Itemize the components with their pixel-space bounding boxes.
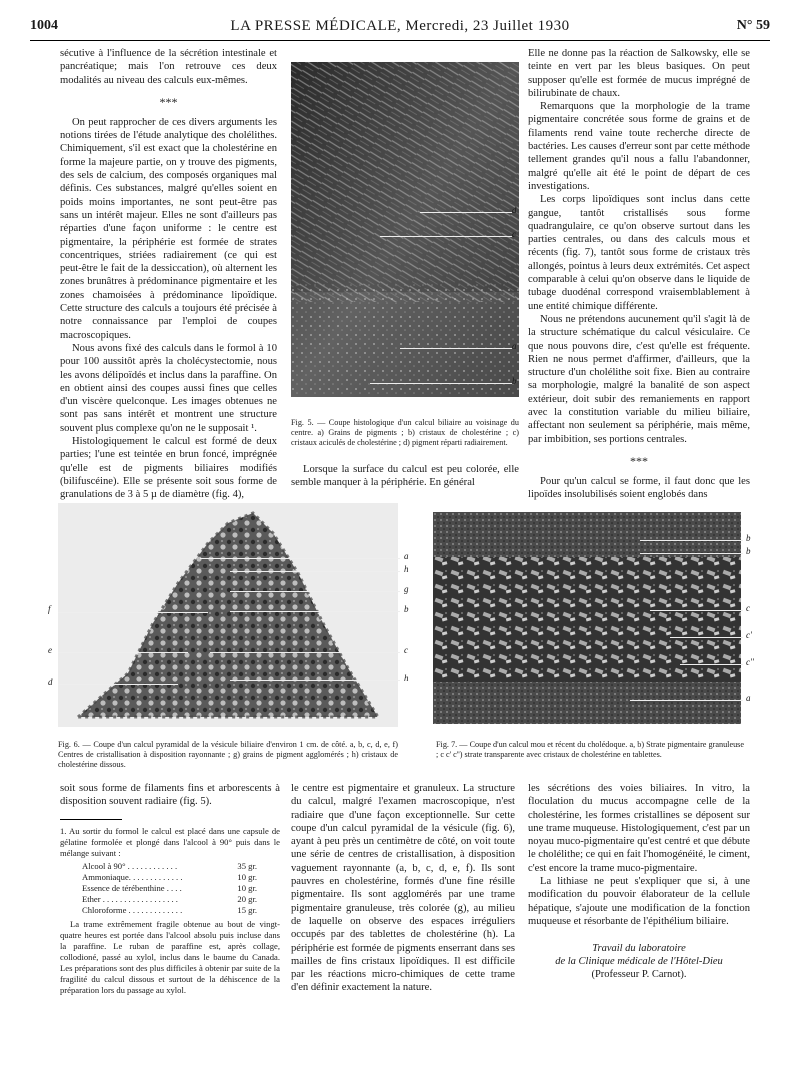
figure-label: c''	[746, 657, 754, 667]
leader-line	[670, 637, 743, 638]
leader-line	[380, 236, 512, 237]
figure-6-image	[58, 503, 398, 727]
figure-label: e	[48, 645, 52, 655]
figure-6-caption: Fig. 6. — Coupe d'un calcul pyramidal de la vésicule biliaire d'environ 1 cm. de côté. a, b, c, d, e, f) Centres de cristallisation à disposition rayonnante ; g) grains de pigment agglomérés ; h) cristaux de cholestérine dissous.	[58, 740, 398, 769]
recipe-row: Chloroforme . . . . . . . . . . . . . 15 gr.	[82, 904, 257, 915]
micrograph-fig6	[58, 503, 398, 727]
paragraph: le centre est pigmentaire et granuleux. La structure du calcul, malgré l'examen macroscopique, n'est radiaire que d'une façon exceptionnelle. Sur cette coupe d'un calcul pyramidal de la vésicule (fig. 6), ayant à peu près un centimètre de côté, on voit toute une série de centres de cristallisation, à disposition vaguement rayonnante (a, b, c, d, e, f). Ils sont pauvres en cholestérine, formés d'une fine résille pigmentaire. Ils sont agglomérés par une trame pigmentaire granuleuse, très colorée (g), au milieu de laquelle on observe des espaces irréguliers occupés par des tablettes de cholestérine (h). La périphérie est formée de pigments enserrant dans ses mailles de fins cristaux lipoïdiques. Il est difficile par les réactions micro-chimiques de cette trame d'en définir exactement la nature.	[291, 783, 515, 994]
paragraph: On peut rapprocher de ces divers arguments les notions tirées de l'étude analytique des cholélithes. Chimiquement, s'il est exact que la cholestérine en forme la majeure partie, on y trouve des pigments, des sels de calcium, des composés organiques mal définis. Ces substances, malgré qu'elles soient en poids moins importantes, ne sont peut-être pas sans un intérêt majeur. Elles ne sont d'ailleurs pas réparties d'une façon uniforme : le centre est pigmentaire, la périphérie est formée de strates concentriques, striées radiairement (ce qui est peut-être le fait de la dessiccation), où alternent les zones brunâtres à prédominance pigmentaire et les zones chamoisées à prédominance lipoïdique. Cette structure des calculs a toujours été précisée à notre connaissance par l'emploi de coupes macroscopiques.	[60, 116, 277, 341]
figure-label: a	[512, 341, 517, 351]
figure-label: g	[404, 584, 409, 594]
micrograph-fig7	[433, 512, 741, 724]
journal-title: LA PRESSE MÉDICALE, Mercredi, 23 Juillet 1930	[230, 18, 570, 34]
leader-line	[58, 684, 178, 685]
recipe-row: Alcool à 90° . . . . . . . . . . . . 35 gr.	[82, 860, 257, 871]
recipe-table	[82, 861, 280, 916]
leader-line	[640, 540, 743, 541]
recipe-row: Ether . . . . . . . . . . . . . . . . . . 20 gr.	[82, 893, 257, 904]
leader-line	[640, 553, 743, 554]
paragraph: Les corps lipoïdiques sont inclus dans cette gangue, tantôt cristallisés sous forme quadrangulaire, ce qu'on observe surtout dans les parties centrales, ou dans des calculs mous et récents (fig. 7), tantôt sous forme de cristaux très allongés, pointus à leurs deux extrémités. Cet aspect comparable à celui qu'on observe dans le liquide de tubage duodénal correspond vraisemblablement à une entité chimique différente.	[528, 194, 750, 312]
figure-label: c'	[746, 630, 752, 640]
paragraph: Histologiquement le calcul est formé de deux parties; l'une est teintée en brun foncé, imprégnée qu'elle est de pigments biliaires modifiés (bilifuscéine). Elle se présente soit sous forme de granulations de 3 à 5 µ de diamètre (fig. 4),	[60, 436, 277, 501]
leader-line	[230, 611, 400, 612]
paragraph: Nous ne prétendons aucunement qu'il s'agit là de la structure schématique du calcul vésiculaire. Ce que nous pouvons dire, c'est qu'elle est fréquente. Rien ne nous permet d'affirmer, d'ailleurs, que la structure d'un cholélithe soit fixe. Bien au contraire sa morphologie, malgré la banalité de son aspect extérieur, doit subir des remaniements en rapport avec la constitution variable du milieu biliaire, affectant non seulement sa périphérie, mais même, par imbibition, ses portions centrales.	[528, 313, 750, 445]
figure-label: d	[48, 677, 53, 687]
micrograph-fig5	[291, 62, 519, 397]
column-2-top	[291, 463, 519, 490]
column-3-bottom	[528, 782, 750, 981]
paragraph: Remarquons que la morphologie de la trame pigmentaire concrétée sous forme de grains et de filaments rend vaine toute recherche directe de bactéries. Les causes d'erreur sont par cette méthode tellement grandes qu'il nous a fallu l'abandonner, malgré qu'elle ait été le point de départ de ces investigations.	[528, 101, 750, 192]
column-1-top	[60, 47, 277, 502]
figure-label: c	[404, 645, 408, 655]
page-header	[30, 18, 770, 40]
leader-line	[58, 652, 188, 653]
paragraph: les sécrétions des voies biliaires. In vitro, la floculation du mucus accompagne celle de la cholestérine, les formes cristallines se déposent sur une trame muqueuse. Histologiquement, c'est par un noyau muco-pigmentaire qu'est centré et que débute le cholélithe; ce qui en fait l'homogénéité, le ciment, c'est encore la trame muco-pigmentaire.	[528, 783, 750, 874]
leader-line	[200, 558, 400, 559]
footnote: La trame extrêmement fragile obtenue au bout de vingt-quatre heures est portée dans l'alcool absolu puis incluse dans la paraffine. Le ruban de paraffine est, après collage, collodioné, passé au xylol, inclus dans le baume du Canada. Les préparations sont des plus difficiles à obtenir par suite de la fragilité du calcul dissous et surtout de la déhiscence de la préparation lors du passage au xylol.	[60, 918, 280, 995]
leader-line	[420, 212, 512, 213]
column-2-bottom	[291, 782, 515, 995]
paragraph: sécutive à l'influence de la sécrétion intestinale et pancréatique; mais l'on retrouve ces deux modalités au niveau des calculs eux-mêmes.	[60, 48, 277, 86]
figure-label: d	[512, 205, 517, 215]
figure-label: b	[746, 533, 751, 543]
recipe-row: Ammoniaque. . . . . . . . . . . . . 10 gr.	[82, 871, 257, 882]
recipe-row: Essence de térébenthine . . . . 10 gr.	[82, 882, 257, 893]
leader-line	[400, 348, 512, 349]
leader-line	[230, 680, 400, 681]
figure-label: c	[746, 603, 750, 613]
column-3-top	[528, 47, 750, 502]
figure-5-caption: Fig. 5. — Coupe histologique d'un calcul biliaire au voisinage du centre. a) Grains de pigments ; b) cristaux de cholestérine ; c) cristaux aciculés de cholestérine ; d) pigment réparti radiairement.	[291, 418, 519, 447]
credit-line: de la Clinique médicale de l'Hôtel-Dieu	[555, 956, 723, 968]
header-rule	[30, 40, 770, 41]
page-number: 1004	[30, 18, 58, 33]
footnote-rule	[60, 819, 122, 820]
paragraph: Elle ne donne pas la réaction de Salkowsky, elle se teinte en vert par les bleus basiques. On peut supposer qu'elle est formée de mucus imprégné de bilirubinate de chaux.	[528, 48, 750, 99]
figure-label: h	[404, 673, 409, 683]
paragraph: Lorsque la surface du calcul est peu colorée, elle semble manquer à la périphérie. En général	[291, 464, 519, 489]
figure-label: b	[404, 604, 409, 614]
figure-label: b	[512, 376, 517, 386]
credit-line: (Professeur P. Carnot).	[591, 969, 687, 981]
figure-7-image	[433, 512, 741, 724]
leader-line	[680, 664, 743, 665]
figure-label: b	[746, 546, 751, 556]
paragraph: La lithiase ne peut s'expliquer que si, à une modification du pouvoir élaborateur de la cellule hépatique, s'ajoute une modification de la fonction muqueuse et résorbante de l'épithélium biliaire.	[528, 876, 750, 927]
leader-line	[370, 383, 512, 384]
leader-line	[650, 610, 743, 611]
leader-line	[58, 612, 208, 613]
leader-line	[210, 652, 400, 653]
figure-5-image	[291, 62, 519, 397]
leader-line	[230, 591, 400, 592]
credit-line: Travail du laboratoire	[592, 943, 686, 955]
column-1-bottom	[60, 782, 280, 996]
figure-label: a	[404, 551, 409, 561]
footnote: 1. Au sortir du formol le calcul est placé dans une capsule de gélatine formolée et plongé dans l'alcool à 90° puis dans le mélange suivant :	[60, 825, 280, 858]
section-separator: ***	[159, 94, 178, 109]
figure-label: f	[48, 604, 51, 614]
issue-number: N° 59	[736, 18, 770, 33]
paragraph: Pour qu'un calcul se forme, il faut donc que les lipoïdes insolubilisés soient englobés dans	[528, 475, 750, 501]
paragraph: soit sous forme de filaments fins et arborescents à disposition souvent radiaire (fig. 5).	[60, 783, 280, 808]
figure-7-caption: Fig. 7. — Coupe d'un calcul mou et récent du cholédoque. a, b) Strate pigmentaire granuleuse ; c c' c'') strate transparente avec cristaux de cholestérine en tablettes.	[436, 740, 744, 759]
leader-line	[630, 700, 743, 701]
section-separator: ***	[630, 453, 648, 468]
figure-label: a	[746, 693, 751, 703]
leader-line	[230, 571, 400, 572]
figure-label: h	[404, 564, 409, 574]
figure-label: c	[512, 229, 516, 239]
paragraph: Nous avons fixé des calculs dans le formol à 10 pour 100 aussitôt après la cholécystectomie, nous les avons délipoïdés et inclus dans la paraffine. On en obtient ainsi des coupes aussi fines que celles d'un viscère quelconque. Les images obtenues ne sont pas sans intérêt et montrent une structure souvent plus complexe qu'on ne le supposait ¹.	[60, 342, 277, 434]
